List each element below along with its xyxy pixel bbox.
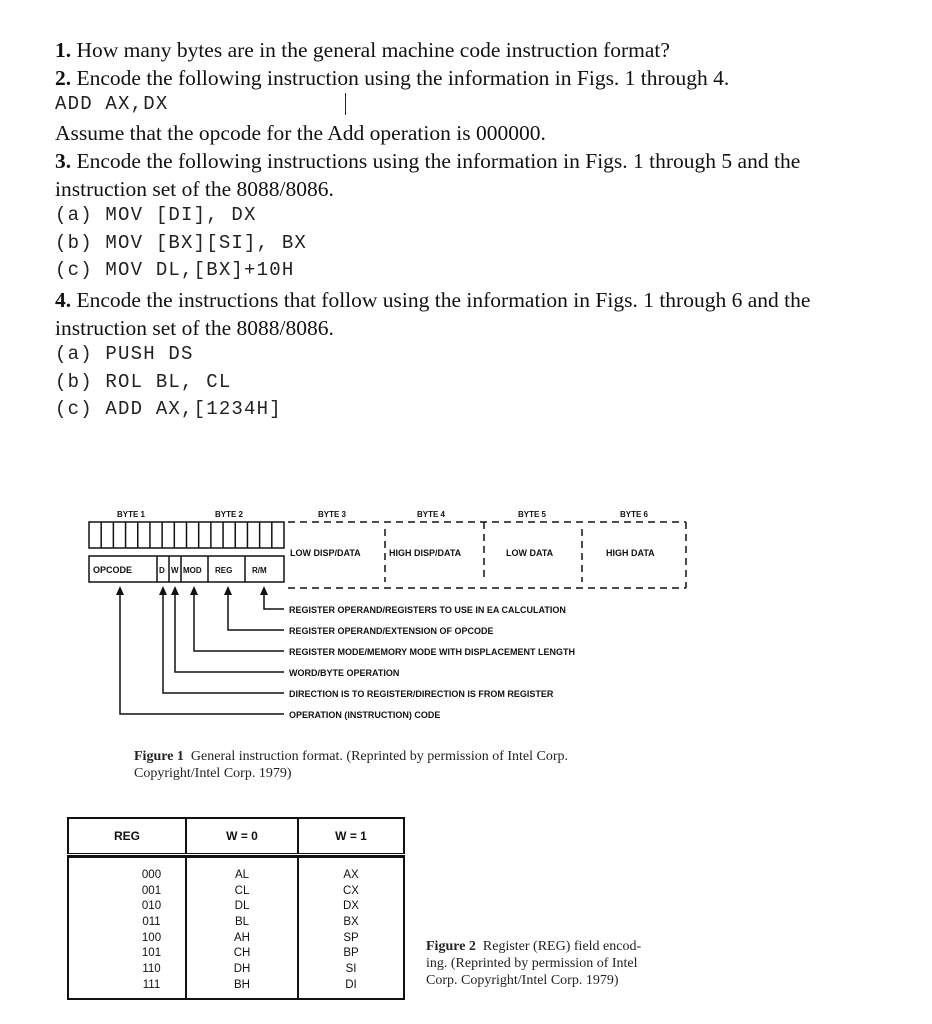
table-cell: 000	[141, 869, 162, 881]
table-cell: 010	[141, 900, 162, 913]
question-3-item-a: (a) MOV [DI], DX	[55, 204, 257, 226]
figure-1-caption-line1: General instruction format. (Reprinted by permission of Intel Corp.	[190, 749, 569, 764]
question-3-text-line2: instruction set of the 8088/8086.	[55, 177, 334, 201]
figure-2-caption-label: Figure 2	[426, 939, 476, 954]
figure-2-reg-table	[67, 817, 405, 1000]
header-reg: REG	[68, 818, 186, 855]
figure-2-caption-line3: Corp. Copyright/Intel Corp. 1979)	[426, 973, 619, 988]
question-1-text: How many bytes are in the general machine code instruction format?	[71, 38, 670, 62]
header-w0: W = 0	[186, 818, 298, 855]
annotation-w: WORD/BYTE OPERATION	[289, 668, 400, 678]
table-cell: 100	[141, 931, 162, 944]
mod-field: MOD	[183, 566, 202, 575]
byte-5-label: BYTE 5	[518, 510, 547, 519]
table-cell: AL	[234, 869, 250, 881]
table-cell: DL	[234, 900, 250, 913]
byte-6-label: BYTE 6	[620, 510, 649, 519]
high-disp-data-field: HIGH DISP/DATA	[389, 548, 462, 558]
question-4-text-line2: instruction set of the 8088/8086.	[55, 316, 334, 340]
table-cell: AX	[343, 869, 359, 881]
table-cell: BH	[234, 978, 250, 991]
table-cell: CX	[343, 884, 359, 897]
question-2-number: 2.	[55, 66, 72, 90]
question-4-text-line1: Encode the instructions that follow using the information in Figs. 1 through 6 and the	[71, 288, 811, 312]
table-cell: 110	[142, 963, 161, 976]
question-4-number: 4.	[55, 288, 72, 312]
reg-codes-column	[68, 857, 186, 999]
table-cell: 101	[141, 947, 162, 960]
leader-lines	[120, 590, 284, 714]
table-cell: SI	[345, 963, 357, 976]
annotation-d: DIRECTION IS TO REGISTER/DIRECTION IS FROM REGISTER	[289, 689, 554, 699]
question-4-item-b: (b) ROL BL, CL	[55, 371, 232, 393]
w0-registers-column	[186, 857, 298, 999]
annotation-reg: REGISTER OPERAND/EXTENSION OF OPCODE	[289, 626, 494, 636]
table-cell: 011	[142, 916, 161, 929]
byte-4-label: BYTE 4	[417, 510, 446, 519]
leader-arrows	[116, 586, 268, 595]
table-cell: SP	[343, 931, 359, 944]
byte-2-label: BYTE 2	[215, 510, 244, 519]
reg-field: REG	[215, 566, 233, 575]
table-cell: AH	[234, 931, 250, 944]
w-field: W	[171, 566, 179, 575]
question-2-text: Encode the following instruction using the information in Figs. 1 through 4.	[71, 66, 730, 90]
rm-field: R/M	[252, 566, 267, 575]
figure-1-caption	[134, 748, 568, 782]
annotation-opcode: OPERATION (INSTRUCTION) CODE	[289, 710, 441, 720]
annotation-rm: REGISTER OPERAND/REGISTERS TO USE IN EA CALCULATION	[289, 605, 566, 615]
d-field: D	[159, 566, 165, 575]
table-cell: DI	[345, 978, 357, 991]
w1-registers-column	[298, 857, 404, 999]
low-disp-data-field: LOW DISP/DATA	[290, 548, 361, 558]
figure-2-caption	[426, 938, 641, 989]
opcode-field: OPCODE	[93, 565, 133, 575]
question-3-number: 3.	[55, 149, 72, 173]
high-data-field: HIGH DATA	[606, 548, 655, 558]
table-cell: CH	[233, 947, 251, 960]
annotation-mod: REGISTER MODE/MEMORY MODE WITH DISPLACEMENT LENGTH	[289, 647, 576, 657]
question-3-item-b: (b) MOV [BX][SI], BX	[55, 232, 308, 254]
figure-1-caption-line2: Copyright/Intel Corp. 1979)	[134, 766, 292, 781]
figure-1-caption-label: Figure 1	[134, 749, 184, 764]
table-cell: BP	[343, 947, 359, 960]
question-4-item-a: (a) PUSH DS	[55, 343, 194, 365]
header-w1: W = 1	[298, 818, 404, 855]
question-3-text-line1: Encode the following instructions using the information in Figs. 1 through 5 and the	[71, 149, 801, 173]
question-4-item-c: (c) ADD AX,[1234H]	[55, 398, 282, 420]
table-cell: BX	[343, 916, 359, 929]
table-cell: DX	[343, 900, 359, 913]
byte-3-label: BYTE 3	[318, 510, 347, 519]
low-data-field: LOW DATA	[506, 548, 554, 558]
table-cell: 111	[142, 978, 161, 991]
bit-cells	[89, 522, 284, 548]
byte-1-label: BYTE 1	[117, 510, 146, 519]
figure-2-caption-line1: Register (REG) field encod-	[482, 939, 642, 954]
table-cell: DH	[233, 963, 251, 976]
question-3-item-c: (c) MOV DL,[BX]+10H	[55, 259, 295, 281]
question-2-note: Assume that the opcode for the Add operation is 000000.	[55, 121, 546, 145]
table-cell: CL	[234, 884, 250, 897]
table-cell: BL	[234, 916, 250, 929]
question-1-number: 1.	[55, 38, 72, 62]
table-body-row	[68, 857, 404, 999]
table-header-row	[68, 818, 404, 855]
table-cell: 001	[141, 884, 162, 897]
figure-2-caption-line2: ing. (Reprinted by permission of Intel	[426, 956, 638, 971]
question-2-code: ADD AX,DX	[55, 93, 169, 115]
